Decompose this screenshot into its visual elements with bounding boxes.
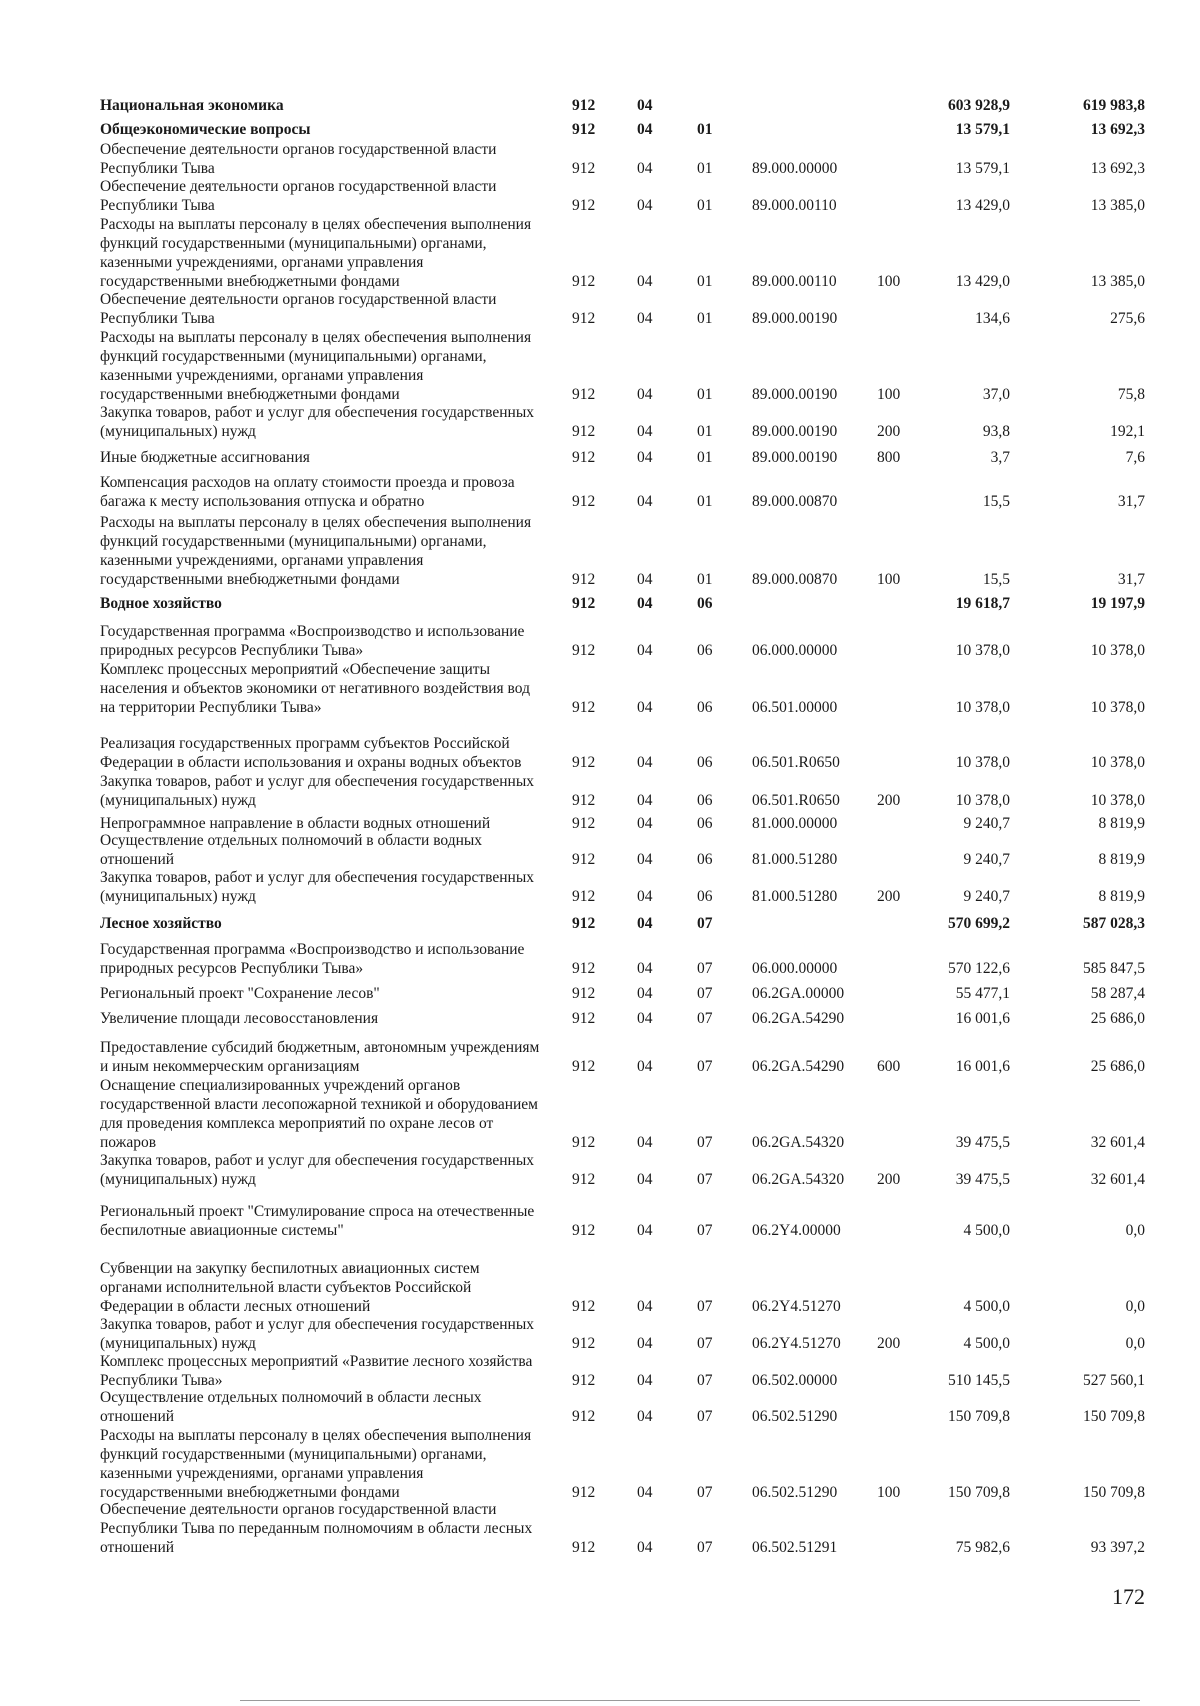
amount-year-2: 585 847,5 (1083, 960, 1145, 977)
amount-year-2: 527 560,1 (1083, 1372, 1145, 1389)
subsection-code: 01 (697, 571, 713, 588)
amount-year-2: 31,7 (1117, 493, 1145, 510)
subsection-code: 01 (697, 273, 713, 290)
section-code: 04 (637, 985, 653, 1002)
section-code: 04 (637, 1335, 653, 1352)
section-code: 04 (637, 1222, 653, 1239)
amount-year-2: 0,0 (1125, 1222, 1145, 1239)
target-article-code: 06.502.51291 (752, 1539, 838, 1556)
amount-year-1: 39 475,5 (955, 1134, 1010, 1151)
row-description: Предоставление субсидий бюджетным, автономным учреждениям и иным некоммерческим организациям (100, 1039, 540, 1075)
amount-year-1: 10 378,0 (955, 699, 1010, 716)
section-code: 04 (637, 97, 653, 114)
target-article-code: 06.2Y4.51270 (752, 1335, 841, 1352)
amount-year-2: 10 378,0 (1090, 642, 1145, 659)
amount-year-2: 192,1 (1110, 423, 1145, 440)
section-code: 04 (637, 571, 653, 588)
amount-year-1: 134,6 (975, 310, 1010, 327)
amount-year-2: 587 028,3 (1083, 915, 1145, 932)
amount-year-1: 570 122,6 (948, 960, 1010, 977)
target-article-code: 81.000.51280 (752, 851, 838, 868)
subsection-code: 01 (697, 197, 713, 214)
ved-code: 912 (572, 699, 596, 716)
section-code: 04 (637, 699, 653, 716)
row-description: Расходы на выплаты персоналу в целях обеспечения выполнения функций государственными (муниципальными) органами, казенными учреждениями, органами управления государственными внебюджетными фондами (100, 1427, 532, 1501)
target-article-code: 81.000.51280 (752, 888, 838, 905)
expense-type-code: 100 (877, 571, 901, 588)
section-code: 04 (637, 960, 653, 977)
amount-year-2: 13 385,0 (1090, 197, 1145, 214)
footer-divider (240, 1700, 1140, 1701)
ved-code: 912 (572, 197, 596, 214)
amount-year-1: 13 429,0 (955, 273, 1010, 290)
ved-code: 912 (572, 1484, 596, 1501)
ved-code: 912 (572, 595, 596, 612)
amount-year-2: 275,6 (1110, 310, 1145, 327)
ved-code: 912 (572, 1010, 596, 1027)
row-description: Осуществление отдельных полномочий в области лесных отношений (100, 1389, 482, 1425)
page-number: 172 (1112, 1584, 1145, 1609)
ved-code: 912 (572, 1298, 596, 1315)
ved-code: 912 (572, 642, 596, 659)
target-article-code: 89.000.00110 (752, 197, 837, 214)
target-article-code: 06.000.00000 (752, 960, 838, 977)
amount-year-2: 8 819,9 (1098, 888, 1145, 905)
amount-year-1: 16 001,6 (955, 1010, 1010, 1027)
expense-type-code: 100 (877, 386, 901, 403)
amount-year-2: 619 983,8 (1083, 97, 1145, 114)
amount-year-1: 13 429,0 (955, 197, 1010, 214)
amount-year-1: 510 145,5 (948, 1372, 1010, 1389)
expense-type-code: 200 (877, 1171, 901, 1188)
amount-year-1: 13 579,1 (955, 121, 1010, 138)
subsection-code: 07 (697, 1058, 713, 1075)
section-code: 04 (637, 1134, 653, 1151)
amount-year-1: 10 378,0 (955, 792, 1010, 809)
ved-code: 912 (572, 449, 596, 466)
target-article-code: 06.501.00000 (752, 699, 838, 716)
subsection-code: 07 (697, 960, 713, 977)
amount-year-1: 570 699,2 (948, 915, 1010, 932)
ved-code: 912 (572, 960, 596, 977)
ved-code: 912 (572, 915, 596, 932)
amount-year-2: 150 709,8 (1083, 1484, 1145, 1501)
amount-year-2: 10 378,0 (1090, 754, 1145, 771)
ved-code: 912 (572, 815, 596, 832)
row-description: Компенсация расходов на оплату стоимости проезда и провоза багажа к месту использования отпуска и обратно (100, 474, 515, 510)
row-description: Осуществление отдельных полномочий в области водных отношений (100, 832, 483, 868)
row-description: Водное хозяйство (100, 595, 222, 612)
section-code: 04 (637, 915, 653, 932)
section-code: 04 (637, 386, 653, 403)
row-description: Увеличение площади лесовосстановления (100, 1010, 379, 1027)
subsection-code: 07 (697, 985, 713, 1002)
subsection-code: 01 (697, 423, 713, 440)
amount-year-2: 13 385,0 (1090, 273, 1145, 290)
ved-code: 912 (572, 160, 596, 177)
subsection-code: 07 (697, 1298, 713, 1315)
section-code: 04 (637, 1484, 653, 1501)
ved-code: 912 (572, 97, 596, 114)
subsection-code: 01 (697, 310, 713, 327)
target-article-code: 06.2GA.00000 (752, 985, 845, 1002)
section-code: 04 (637, 273, 653, 290)
subsection-code: 06 (697, 595, 713, 612)
expense-type-code: 600 (877, 1058, 901, 1075)
target-article-code: 89.000.00110 (752, 273, 837, 290)
ved-code: 912 (572, 423, 596, 440)
target-article-code: 89.000.00190 (752, 310, 838, 327)
row-description: Обеспечение деятельности органов государственной власти Республики Тыва (100, 291, 497, 327)
amount-year-1: 10 378,0 (955, 642, 1010, 659)
target-article-code: 06.2Y4.51270 (752, 1298, 841, 1315)
amount-year-1: 15,5 (982, 493, 1010, 510)
amount-year-1: 37,0 (982, 386, 1010, 403)
target-article-code: 06.501.R0650 (752, 754, 840, 771)
ved-code: 912 (572, 1171, 596, 1188)
target-article-code: 81.000.00000 (752, 815, 838, 832)
row-description: Лесное хозяйство (100, 915, 222, 932)
amount-year-2: 93 397,2 (1090, 1539, 1145, 1556)
target-article-code: 06.501.R0650 (752, 792, 840, 809)
section-code: 04 (637, 1539, 653, 1556)
amount-year-1: 4 500,0 (963, 1222, 1010, 1239)
amount-year-1: 9 240,7 (963, 851, 1010, 868)
section-code: 04 (637, 851, 653, 868)
target-article-code: 06.502.51290 (752, 1484, 838, 1501)
row-description: Закупка товаров, работ и услуг для обеспечения государственных (муниципальных) нужд (100, 1152, 535, 1188)
ved-code: 912 (572, 1408, 596, 1425)
target-article-code: 89.000.00190 (752, 423, 838, 440)
amount-year-1: 150 709,8 (948, 1484, 1010, 1501)
amount-year-2: 0,0 (1125, 1335, 1145, 1352)
amount-year-1: 39 475,5 (955, 1171, 1010, 1188)
subsection-code: 07 (697, 1408, 713, 1425)
amount-year-2: 10 378,0 (1090, 792, 1145, 809)
amount-year-2: 32 601,4 (1090, 1134, 1145, 1151)
ved-code: 912 (572, 310, 596, 327)
row-description: Расходы на выплаты персоналу в целях обеспечения выполнения функций государственными (муниципальными) органами, казенными учреждениями, органами управления государственными внебюджетными фондами (100, 216, 532, 290)
ved-code: 912 (572, 1222, 596, 1239)
row-description: Национальная экономика (100, 97, 284, 114)
amount-year-2: 10 378,0 (1090, 699, 1145, 716)
subsection-code: 06 (697, 851, 713, 868)
amount-year-1: 15,5 (982, 571, 1010, 588)
amount-year-2: 32 601,4 (1090, 1171, 1145, 1188)
ved-code: 912 (572, 888, 596, 905)
section-code: 04 (637, 449, 653, 466)
subsection-code: 06 (697, 815, 713, 832)
expense-type-code: 800 (877, 449, 901, 466)
amount-year-1: 9 240,7 (963, 815, 1010, 832)
subsection-code: 01 (697, 160, 713, 177)
target-article-code: 06.2GA.54290 (752, 1058, 845, 1075)
section-code: 04 (637, 888, 653, 905)
row-description: Обеспечение деятельности органов государственной власти Республики Тыва по переданным полномочиям в области лесных отношений (100, 1501, 533, 1556)
subsection-code: 07 (697, 915, 713, 932)
section-code: 04 (637, 1372, 653, 1389)
amount-year-2: 13 692,3 (1090, 121, 1145, 138)
ved-code: 912 (572, 1335, 596, 1352)
section-code: 04 (637, 310, 653, 327)
amount-year-2: 0,0 (1125, 1298, 1145, 1315)
ved-code: 912 (572, 493, 596, 510)
row-description: Закупка товаров, работ и услуг для обеспечения государственных (муниципальных) нужд (100, 1316, 535, 1352)
amount-year-2: 25 686,0 (1090, 1058, 1145, 1075)
ved-code: 912 (572, 386, 596, 403)
amount-year-2: 8 819,9 (1098, 851, 1145, 868)
amount-year-2: 75,8 (1117, 386, 1145, 403)
subsection-code: 07 (697, 1010, 713, 1027)
subsection-code: 01 (697, 386, 713, 403)
table-row (0, 1457, 1200, 1557)
amount-year-1: 10 378,0 (955, 754, 1010, 771)
row-description: Региональный проект "Стимулирование спроса на отечественные беспилотные авиационные системы" (100, 1203, 535, 1239)
target-article-code: 89.000.00870 (752, 493, 838, 510)
target-article-code: 06.2Y4.00000 (752, 1222, 841, 1239)
row-description: Иные бюджетные ассигнования (100, 449, 310, 466)
row-description: Региональный проект "Сохранение лесов" (100, 985, 380, 1002)
amount-year-1: 150 709,8 (948, 1408, 1010, 1425)
expense-type-code: 100 (877, 273, 901, 290)
section-code: 04 (637, 160, 653, 177)
row-description: Реализация государственных программ субъектов Российской Федерации в области использования и охраны водных объектов (100, 735, 522, 771)
section-code: 04 (637, 493, 653, 510)
section-code: 04 (637, 1010, 653, 1027)
subsection-code: 07 (697, 1222, 713, 1239)
row-description: Обеспечение деятельности органов государственной власти Республики Тыва (100, 178, 497, 214)
row-description: Оснащение специализированных учреждений органов государственной власти лесопожарной техникой и оборудованием для проведения комплекса мероприятий по охране лесов от пожаров (100, 1077, 538, 1151)
section-code: 04 (637, 754, 653, 771)
ved-code: 912 (572, 754, 596, 771)
target-article-code: 89.000.00870 (752, 571, 838, 588)
ved-code: 912 (572, 1058, 596, 1075)
expense-type-code: 200 (877, 1335, 901, 1352)
subsection-code: 01 (697, 121, 713, 138)
amount-year-1: 3,7 (990, 449, 1010, 466)
section-code: 04 (637, 423, 653, 440)
amount-year-2: 31,7 (1117, 571, 1145, 588)
target-article-code: 06.502.51290 (752, 1408, 838, 1425)
expense-type-code: 200 (877, 792, 901, 809)
subsection-code: 07 (697, 1134, 713, 1151)
row-description: Государственная программа «Воспроизводство и использование природных ресурсов Республики Тыва» (100, 623, 525, 659)
subsection-code: 07 (697, 1484, 713, 1501)
section-code: 04 (637, 595, 653, 612)
subsection-code: 07 (697, 1372, 713, 1389)
section-code: 04 (637, 1058, 653, 1075)
subsection-code: 06 (697, 699, 713, 716)
amount-year-1: 603 928,9 (948, 97, 1010, 114)
subsection-code: 06 (697, 792, 713, 809)
row-description: Непрограммное направление в области водных отношений (100, 815, 491, 832)
subsection-code: 06 (697, 642, 713, 659)
section-code: 04 (637, 197, 653, 214)
amount-year-2: 8 819,9 (1098, 815, 1145, 832)
subsection-code: 07 (697, 1539, 713, 1556)
target-article-code: 06.000.00000 (752, 642, 838, 659)
amount-year-1: 13 579,1 (955, 160, 1010, 177)
row-description: Закупка товаров, работ и услуг для обеспечения государственных (муниципальных) нужд (100, 869, 535, 905)
target-article-code: 06.502.00000 (752, 1372, 838, 1389)
target-article-code: 89.000.00000 (752, 160, 838, 177)
amount-year-2: 19 197,9 (1090, 595, 1145, 612)
amount-year-2: 58 287,4 (1090, 985, 1145, 1002)
section-code: 04 (637, 792, 653, 809)
amount-year-2: 25 686,0 (1090, 1010, 1145, 1027)
amount-year-1: 16 001,6 (955, 1058, 1010, 1075)
amount-year-1: 75 982,6 (955, 1539, 1010, 1556)
row-description: Субвенции на закупку беспилотных авиационных систем органами исполнительной власти субъектов Российской Федерации в области лесных отношений (100, 1260, 480, 1315)
ved-code: 912 (572, 1372, 596, 1389)
ved-code: 912 (572, 985, 596, 1002)
subsection-code: 07 (697, 1171, 713, 1188)
row-description: Комплекс процессных мероприятий «Развитие лесного хозяйства Республики Тыва» (100, 1353, 533, 1389)
ved-code: 912 (572, 1539, 596, 1556)
row-description: Обеспечение деятельности органов государственной власти Республики Тыва (100, 141, 497, 177)
amount-year-2: 7,6 (1125, 449, 1145, 466)
ved-code: 912 (572, 121, 596, 138)
target-article-code: 89.000.00190 (752, 449, 838, 466)
ved-code: 912 (572, 792, 596, 809)
row-description: Расходы на выплаты персоналу в целях обеспечения выполнения функций государственными (муниципальными) органами, казенными учреждениями, органами управления государственными внебюджетными фондами (100, 329, 532, 403)
row-description: Закупка товаров, работ и услуг для обеспечения государственных (муниципальных) нужд (100, 773, 535, 809)
section-code: 04 (637, 1171, 653, 1188)
expense-type-code: 100 (877, 1484, 901, 1501)
amount-year-2: 150 709,8 (1083, 1408, 1145, 1425)
row-description: Общеэкономические вопросы (100, 121, 311, 138)
subsection-code: 06 (697, 754, 713, 771)
row-description: Расходы на выплаты персоналу в целях обеспечения выполнения функций государственными (муниципальными) органами, казенными учреждениями, органами управления государственными внебюджетными фондами (100, 514, 532, 588)
amount-year-1: 93,8 (982, 423, 1010, 440)
section-code: 04 (637, 815, 653, 832)
ved-code: 912 (572, 571, 596, 588)
target-article-code: 89.000.00190 (752, 386, 838, 403)
subsection-code: 06 (697, 888, 713, 905)
ved-code: 912 (572, 273, 596, 290)
row-description: Государственная программа «Воспроизводство и использование природных ресурсов Республики Тыва» (100, 941, 525, 977)
amount-year-1: 19 618,7 (955, 595, 1010, 612)
amount-year-1: 55 477,1 (955, 985, 1010, 1002)
subsection-code: 07 (697, 1335, 713, 1352)
target-article-code: 06.2GA.54290 (752, 1010, 845, 1027)
amount-year-2: 13 692,3 (1090, 160, 1145, 177)
subsection-code: 01 (697, 449, 713, 466)
target-article-code: 06.2GA.54320 (752, 1171, 845, 1188)
section-code: 04 (637, 121, 653, 138)
section-code: 04 (637, 642, 653, 659)
ved-code: 912 (572, 1134, 596, 1151)
expense-type-code: 200 (877, 888, 901, 905)
amount-year-1: 4 500,0 (963, 1298, 1010, 1315)
target-article-code: 06.2GA.54320 (752, 1134, 845, 1151)
section-code: 04 (637, 1408, 653, 1425)
ved-code: 912 (572, 851, 596, 868)
amount-year-1: 4 500,0 (963, 1335, 1010, 1352)
row-description: Комплекс процессных мероприятий «Обеспечение защиты населения и объектов экономики от негативного воздействия вод на территории Республики Тыва» (100, 661, 530, 716)
expense-type-code: 200 (877, 423, 901, 440)
amount-year-1: 9 240,7 (963, 888, 1010, 905)
subsection-code: 01 (697, 493, 713, 510)
row-description: Закупка товаров, работ и услуг для обеспечения государственных (муниципальных) нужд (100, 404, 535, 440)
section-code: 04 (637, 1298, 653, 1315)
